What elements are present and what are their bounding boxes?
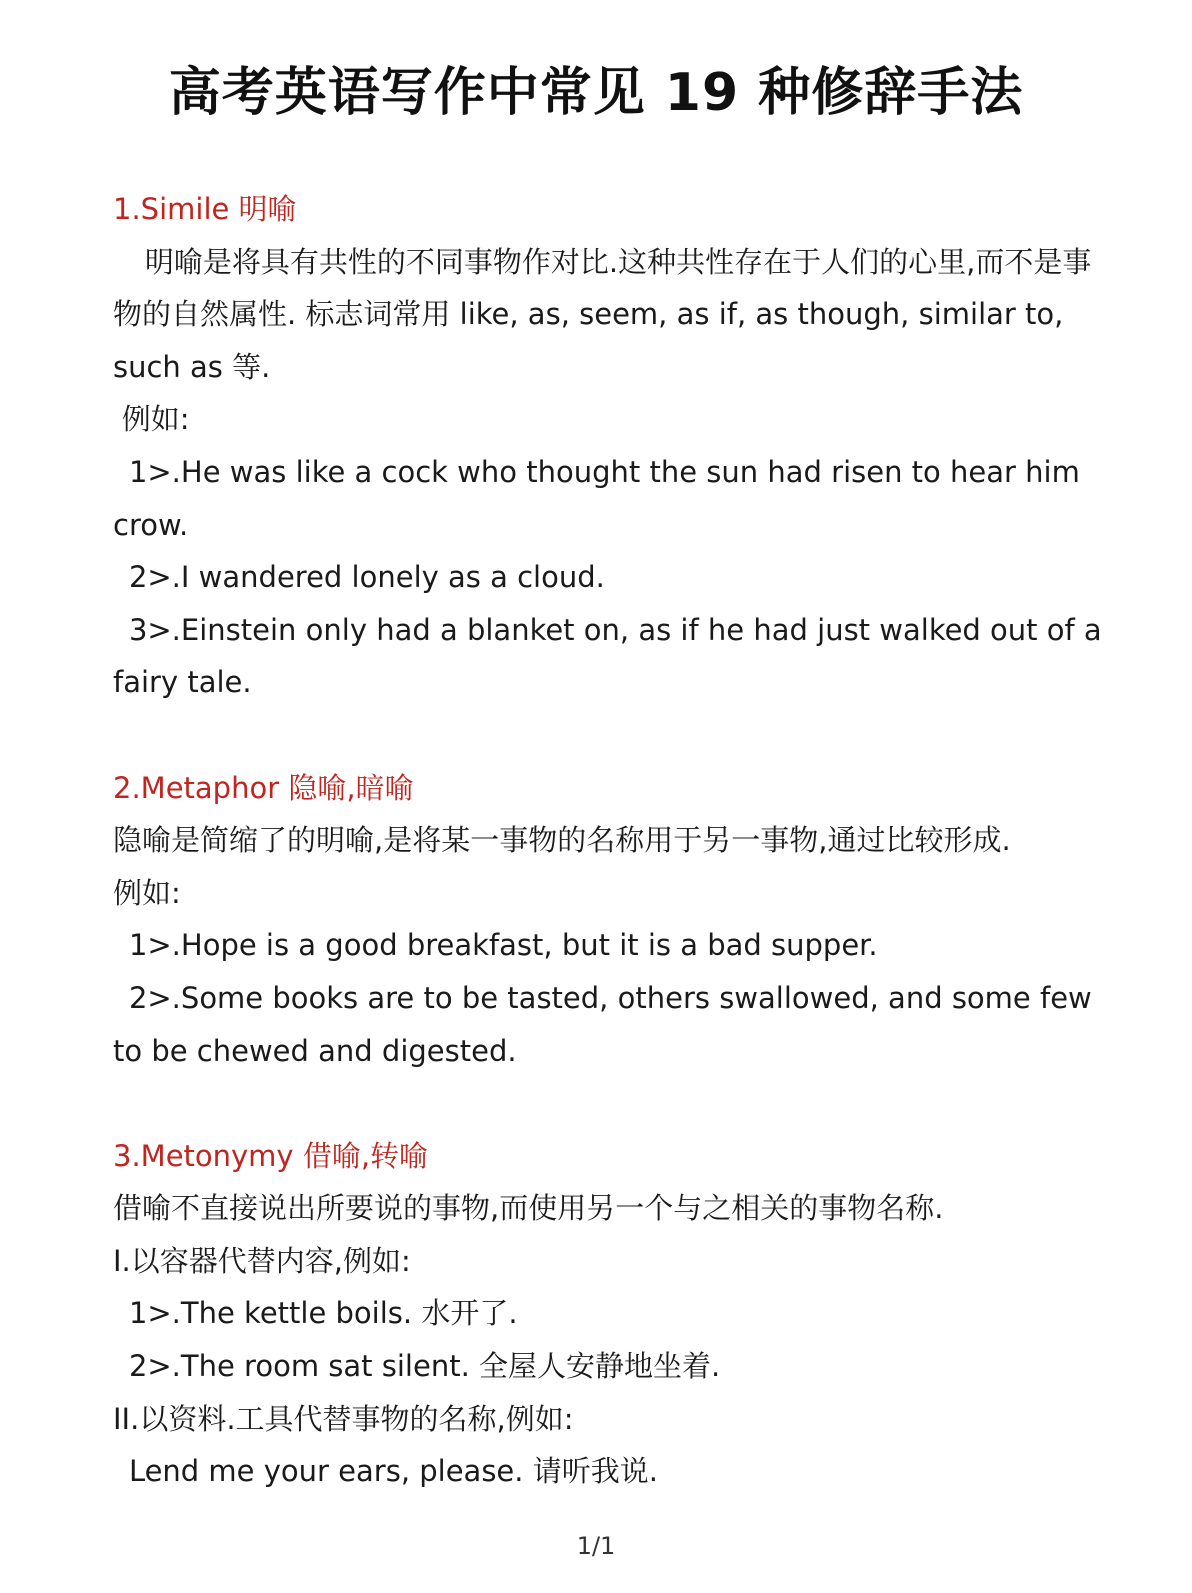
- document-content: [113, 183, 1113, 1498]
- example-label: 例如:: [121, 402, 190, 437]
- page-indicator: 1/1: [576, 1532, 616, 1560]
- section-heading: 2.Metaphor 隐喻,暗喻: [113, 770, 414, 805]
- example-item: 1>.He was like a cock who thought the sun had risen to hear him crow.: [113, 454, 1080, 542]
- section-metaphor: [113, 762, 1113, 1078]
- section-metonymy: [113, 1130, 1113, 1498]
- example-item: 3>.Einstein only had a blanket on, as if he had just walked out of a fairy tale.: [113, 612, 1102, 700]
- section-heading: 1.Simile 明喻: [113, 192, 297, 226]
- subsection-heading: I.以容器代替内容,例如:: [113, 1243, 411, 1278]
- section-simile: [113, 183, 1113, 709]
- section-description: 借喻不直接说出所要说的事物,而使用另一个与之相关的事物名称.: [113, 1191, 944, 1226]
- example-item: 2>.I wandered lonely as a cloud.: [128, 560, 605, 595]
- section-description: 隐喻是简缩了的明喻,是将某一事物的名称用于另一事物,通过比较形成.: [113, 823, 1011, 858]
- page-title: 高考英语写作中常见 19 种修辞手法: [168, 63, 1024, 123]
- example-item: Lend me your ears, please. 请听我说.: [128, 1454, 658, 1489]
- example-label: 例如:: [113, 875, 181, 910]
- example-item: 2>.The room sat silent. 全屋人安静地坐着.: [128, 1349, 721, 1384]
- example-item: 2>.Some books are to be tasted, others swallowed, and some few to be chewed and digested.: [113, 980, 1092, 1068]
- section-description: 明喻是将具有共性的不同事物作对比.这种共性存在于人们的心里,而不是事物的自然属性. 标志词常用 like, as, seem, as if, as though, similar to, such as 等.: [113, 244, 1092, 384]
- example-item: 1>.Hope is a good breakfast, but it is a bad supper.: [128, 928, 878, 963]
- section-spacer: [113, 709, 1113, 762]
- subsection-heading: II.以资料.工具代替事物的名称,例如:: [113, 1401, 574, 1436]
- section-heading: 3.Metonymy 借喻,转喻: [113, 1138, 429, 1173]
- example-item: 1>.The kettle boils. 水开了.: [128, 1296, 518, 1331]
- section-spacer: [113, 1077, 1113, 1130]
